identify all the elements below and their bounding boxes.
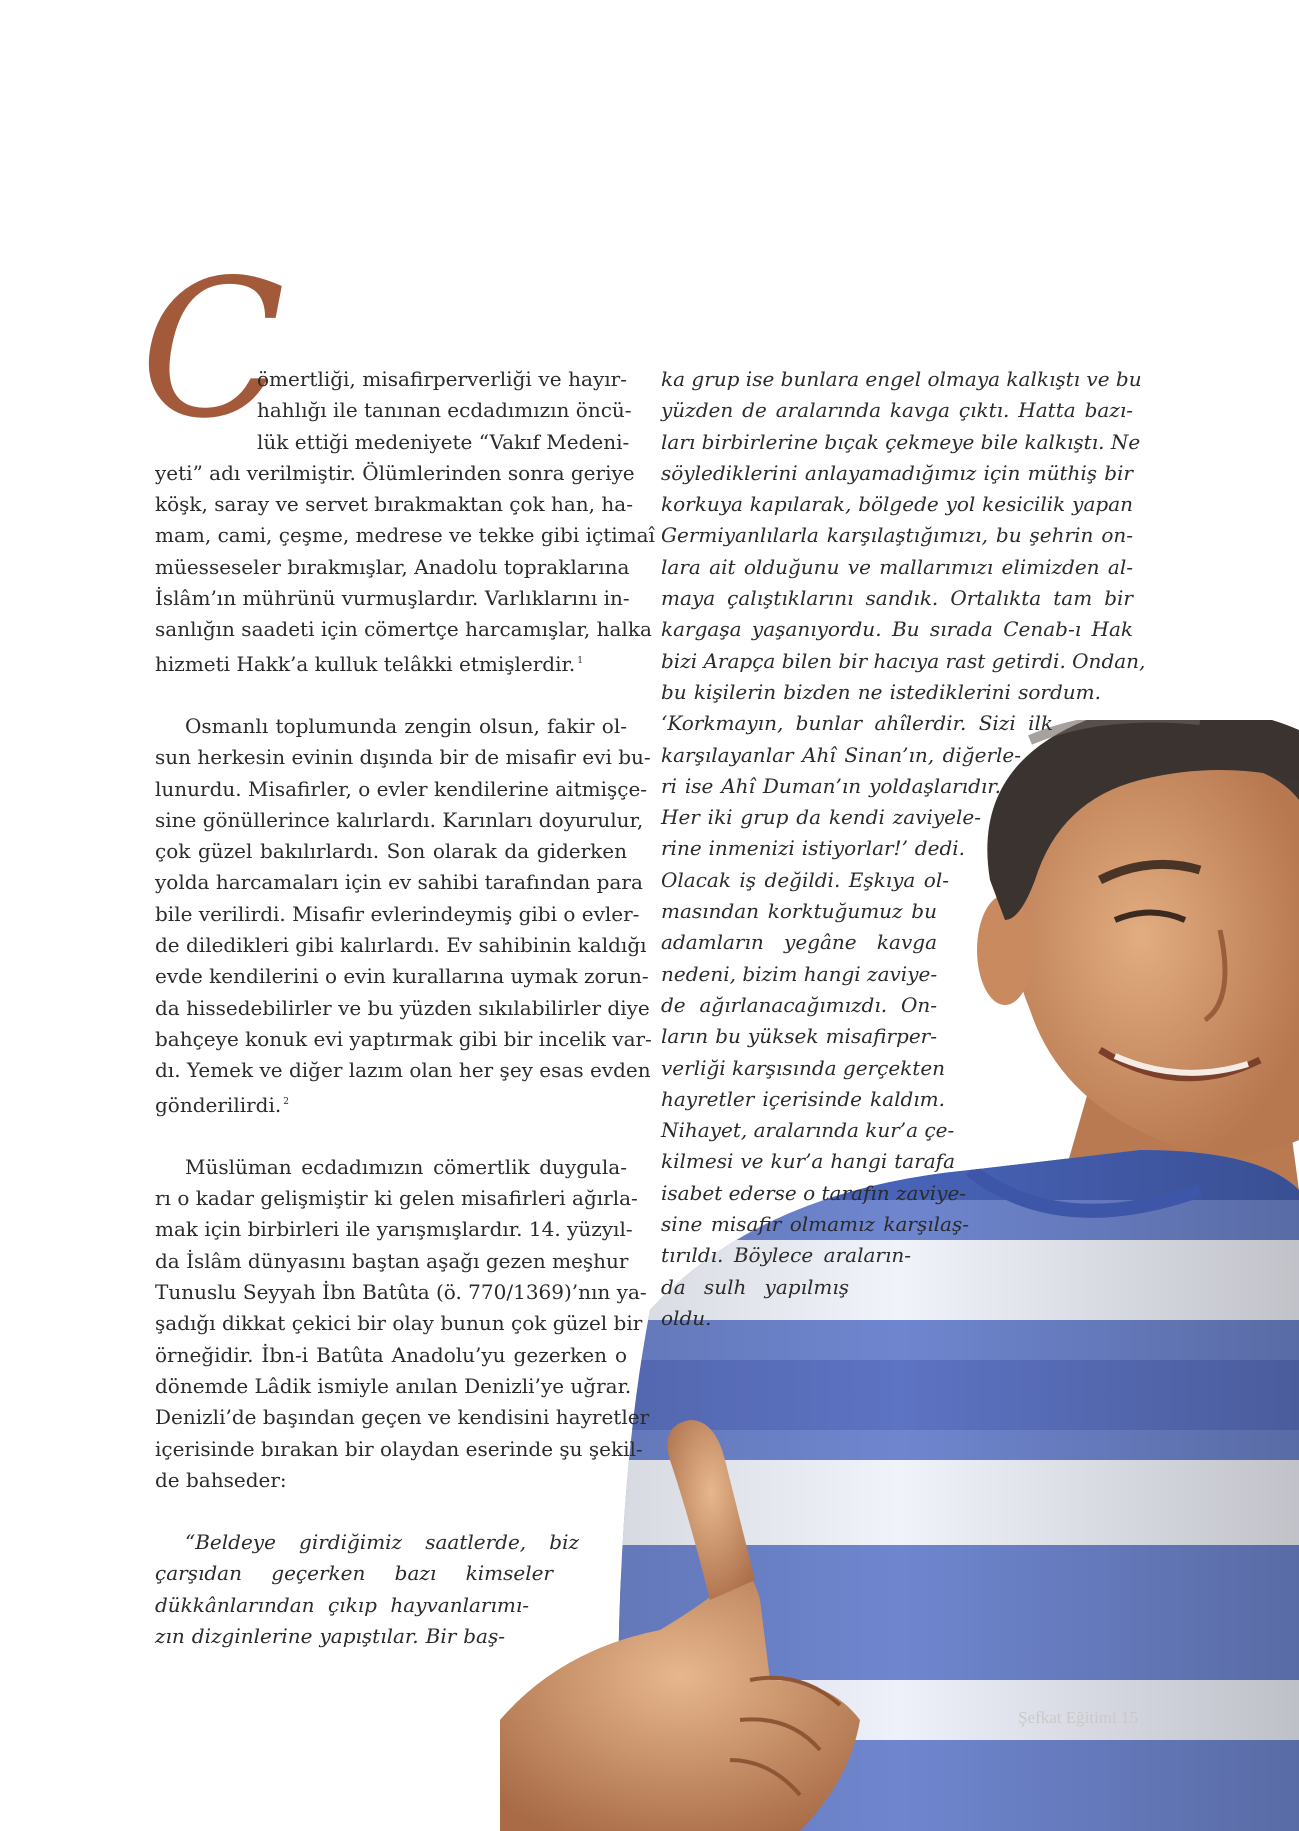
line-text: müesseseler bırakmışlar, Anadolu topraklarına	[155, 554, 630, 579]
left-column-line	[155, 1087, 627, 1121]
left-column-line	[155, 1246, 627, 1277]
line-text: bu kişilerin bizden ne istediklerini sordum.	[661, 679, 1101, 704]
right-column-line	[661, 1146, 955, 1177]
line-text: sun herkesin evinin dışında bir de misafir evi bu-	[155, 745, 651, 770]
line-text: yeti” adı verilmiştir. Ölümlerinden sonra geriye	[155, 460, 635, 485]
paragraph-gap	[155, 680, 627, 711]
line-text: ri ise Ahî Duman’ın yoldaşlarıdır.	[661, 773, 1001, 798]
line-text: şadığı dikkat çekici bir olay bunun çok güzel bir	[155, 1311, 643, 1336]
line-text: maya çalıştıklarını sandık. Ortalıkta tam bir	[661, 586, 1133, 611]
left-column-line	[155, 742, 651, 773]
right-column-line	[661, 646, 1146, 677]
line-text: sanlığın saadeti için cömertçe harcamışlar, halka	[155, 617, 652, 642]
right-column-line	[661, 771, 1001, 802]
right-column-line	[661, 1240, 911, 1271]
left-column-line	[155, 489, 633, 520]
line-text: oldu.	[661, 1305, 712, 1330]
right-column-line	[661, 1272, 849, 1303]
line-text: mak için birbirleri ile yarışmışlardır. 14. yüzyıl-	[155, 1217, 633, 1242]
right-column-line	[661, 802, 981, 833]
right-column-line	[661, 583, 1133, 614]
left-column-line	[155, 867, 643, 898]
line-text: hahlığı ile tanınan ecdadımızın öncü-	[257, 398, 632, 423]
footnote-ref: 1	[577, 655, 583, 666]
line-text: korkuya kapılarak, bölgede yol kesicilik yapan	[661, 492, 1133, 517]
line-text: bile verilirdi. Misafir evlerindeymiş gibi o evler-	[155, 901, 640, 926]
footnote-ref: 2	[283, 1096, 289, 1107]
line-text: yolda harcamaları için ev sahibi tarafından para	[155, 870, 643, 895]
right-column-line	[661, 959, 937, 990]
right-column-line	[661, 614, 1133, 645]
left-column-line	[155, 993, 650, 1024]
left-column-line	[155, 836, 627, 867]
line-text: ‘Korkmayın, bunlar ahîlerdir. Sizi ilk	[661, 711, 1053, 736]
left-column-line	[155, 520, 655, 551]
right-column-line	[661, 1209, 969, 1240]
left-column-line	[155, 1308, 643, 1339]
line-text: dönemde Lâdik ismiyle anılan Denizli’ye uğrar.	[155, 1373, 632, 1398]
line-text: de bahseder:	[155, 1467, 287, 1492]
left-column-line	[155, 1055, 651, 1086]
line-text: mam, cami, çeşme, medrese ve tekke gibi içtimaî	[155, 523, 655, 548]
right-column-line	[661, 395, 1133, 426]
left-column-line	[155, 711, 627, 742]
right-column-line	[661, 458, 1133, 489]
left-column-line	[155, 1371, 632, 1402]
right-column-line	[661, 1053, 945, 1084]
line-text: zın dizginlerine yapıştılar. Bir baş-	[155, 1623, 505, 1648]
line-text: sine misafir olmamız karşılaş-	[661, 1212, 969, 1237]
left-column-line	[155, 1277, 647, 1308]
left-column-line	[257, 427, 630, 458]
right-column-line	[661, 1021, 937, 1052]
line-text: Osmanlı toplumunda zengin olsun, fakir ol-	[185, 713, 627, 738]
left-column-line	[155, 458, 635, 489]
right-column-line	[661, 708, 1053, 739]
line-text: masından korktuğumuz bu	[661, 899, 937, 924]
right-column-line	[661, 1178, 967, 1209]
line-text: da hissedebilirler ve bu yüzden sıkılabilirler diye	[155, 995, 650, 1020]
right-column-line	[661, 677, 1101, 708]
right-column-line	[661, 489, 1133, 520]
line-text: bizi Arapça bilen bir hacıya rast getirdi. Ondan,	[661, 648, 1146, 673]
left-column-line	[257, 364, 627, 395]
line-text: de diledikleri gibi kalırlardı. Ev sahibinin kaldığı	[155, 933, 647, 958]
line-text: Denizli’de başından geçen ve kendisini hayretler	[155, 1405, 650, 1430]
left-column-line	[155, 614, 652, 645]
line-text: rı o kadar gelişmiştir ki gelen misafirleri ağırla-	[155, 1186, 638, 1211]
paragraph-gap	[155, 1121, 627, 1152]
line-text: söylediklerini anlayamadığımız için müthiş bir	[661, 460, 1133, 485]
left-column-line	[155, 1024, 652, 1055]
left-column-line	[155, 1214, 633, 1245]
left-column-line	[155, 1152, 627, 1183]
left-column-line	[155, 1590, 529, 1621]
line-text: “Beldeye girdiğimiz saatlerde, biz	[185, 1530, 579, 1555]
right-column-line	[661, 927, 937, 958]
line-text: Tunuslu Seyyah İbn Batûta (ö. 770/1369)’nın ya-	[155, 1280, 647, 1305]
left-column-line	[155, 1340, 627, 1371]
right-column-line	[661, 896, 937, 927]
line-text: sine gönüllerince kalırlardı. Karınları doyurulur,	[155, 807, 644, 832]
line-text: hizmeti Hakk’a kulluk telâkki etmişlerdir.	[155, 651, 576, 676]
line-text: kargaşa yaşanıyordu. Bu sırada Cenab-ı Hak	[661, 617, 1133, 642]
line-text: Müslüman ecdadımızın cömertlik duygula-	[185, 1154, 627, 1179]
line-text: dükkânlarından çıkıp hayvanlarımı-	[155, 1592, 529, 1617]
line-text: lük ettiği medeniyete “Vakıf Medeni-	[257, 429, 630, 454]
right-column-line	[661, 990, 937, 1021]
line-text: ka grup ise bunlara engel olmaya kalkıştı ve bu	[661, 367, 1142, 391]
line-text: karşılayanlar Ahî Sinan’ın, diğerle-	[661, 742, 1021, 767]
line-text: lunurdu. Misafirler, o evler kendilerine aitmişçe-	[155, 776, 648, 801]
line-text: Germiyanlılarla karşılaştığımızı, bu şehrin on-	[661, 523, 1133, 548]
right-column-line	[661, 520, 1133, 551]
left-column-line	[155, 1621, 505, 1652]
line-text: de ağırlanacağımızdı. On-	[661, 992, 937, 1017]
line-text: gönderilirdi.	[155, 1092, 282, 1117]
line-text: dı. Yemek ve diğer lazım olan her şey esas evden	[155, 1058, 651, 1083]
right-column-line	[661, 1084, 945, 1115]
line-text: verliği karşısında gerçekten	[661, 1055, 946, 1080]
left-column-line	[257, 395, 632, 426]
right-column-line	[661, 364, 1142, 395]
line-text: rine inmenizi istiyorlar!’ dedi.	[661, 836, 965, 861]
right-column-line	[661, 740, 1021, 771]
line-text: köşk, saray ve servet bırakmaktan çok han, ha-	[155, 492, 633, 517]
line-text: İslâm’ın mührünü vurmuşlardır. Varlıklarını in-	[155, 586, 630, 611]
left-column-line	[155, 1465, 627, 1496]
line-text: çok güzel bakılırlardı. Son olarak da giderken	[155, 839, 627, 864]
line-text: içerisinde bırakan bir olaydan eserinde şu şekil-	[155, 1436, 643, 1461]
line-text: yüzden de aralarında kavga çıktı. Hatta bazı-	[661, 398, 1133, 423]
left-column-line	[155, 1434, 643, 1465]
line-text: adamların yegâne kavga	[661, 930, 937, 955]
line-text: tırıldı. Böylece araların-	[661, 1243, 911, 1268]
left-column-line	[155, 552, 630, 583]
line-text: hayretler içerisinde kaldım.	[661, 1086, 945, 1111]
left-column-line	[155, 646, 627, 680]
left-column-line	[155, 774, 648, 805]
left-column	[155, 364, 655, 1652]
left-column-line	[155, 1558, 553, 1589]
right-column-line	[661, 1303, 721, 1334]
left-column-line	[155, 899, 640, 930]
left-column-line	[155, 930, 647, 961]
left-column-line	[155, 805, 644, 836]
right-column	[661, 364, 1146, 1334]
left-column-line	[155, 1527, 579, 1558]
line-text: da sulh yapılmış	[661, 1274, 849, 1299]
line-text: kilmesi ve kur’a hangi tarafa	[661, 1149, 955, 1174]
right-column-line	[661, 833, 965, 864]
line-text: ları birbirlerine bıçak çekmeye bile kalkıştı. Ne	[661, 429, 1141, 454]
left-column-line	[155, 583, 630, 614]
left-column-line	[155, 961, 649, 992]
line-text: Her iki grup da kendi zaviyele-	[661, 805, 981, 830]
line-text: da İslâm dünyasını baştan aşağı gezen meşhur	[155, 1248, 629, 1273]
line-text: çarşıdan geçerken bazı kimseler	[155, 1561, 553, 1586]
line-text: Nihayet, aralarında kur’a çe-	[661, 1118, 955, 1143]
left-column-line	[155, 1402, 650, 1433]
line-text: isabet ederse o tarafın zaviye-	[661, 1180, 967, 1205]
right-column-line	[661, 427, 1141, 458]
line-text: lara ait olduğunu ve mallarımızı elimizden al-	[661, 554, 1133, 579]
page-footer: Şefkat Eğitimi 15	[1018, 1708, 1138, 1727]
right-column-line	[661, 1115, 955, 1146]
line-text: örneğidir. İbn-i Batûta Anadolu’yu gezerken o	[155, 1342, 627, 1367]
left-column-line	[155, 1183, 638, 1214]
paragraph-gap	[155, 1496, 627, 1527]
line-text: bahçeye konuk evi yaptırmak gibi bir incelik var-	[155, 1026, 652, 1051]
line-text: nedeni, bizim hangi zaviye-	[661, 961, 938, 986]
line-text: Olacak iş değildi. Eşkıya ol-	[661, 867, 949, 892]
line-text: ömertliği, misafirperverliği ve hayır-	[257, 367, 627, 391]
drop-cap: C	[140, 239, 286, 460]
right-column-line	[661, 865, 949, 896]
right-column-line	[661, 552, 1133, 583]
line-text: ların bu yüksek misafirper-	[661, 1024, 937, 1049]
line-text: evde kendilerini o evin kurallarına uymak zorun-	[155, 964, 649, 989]
